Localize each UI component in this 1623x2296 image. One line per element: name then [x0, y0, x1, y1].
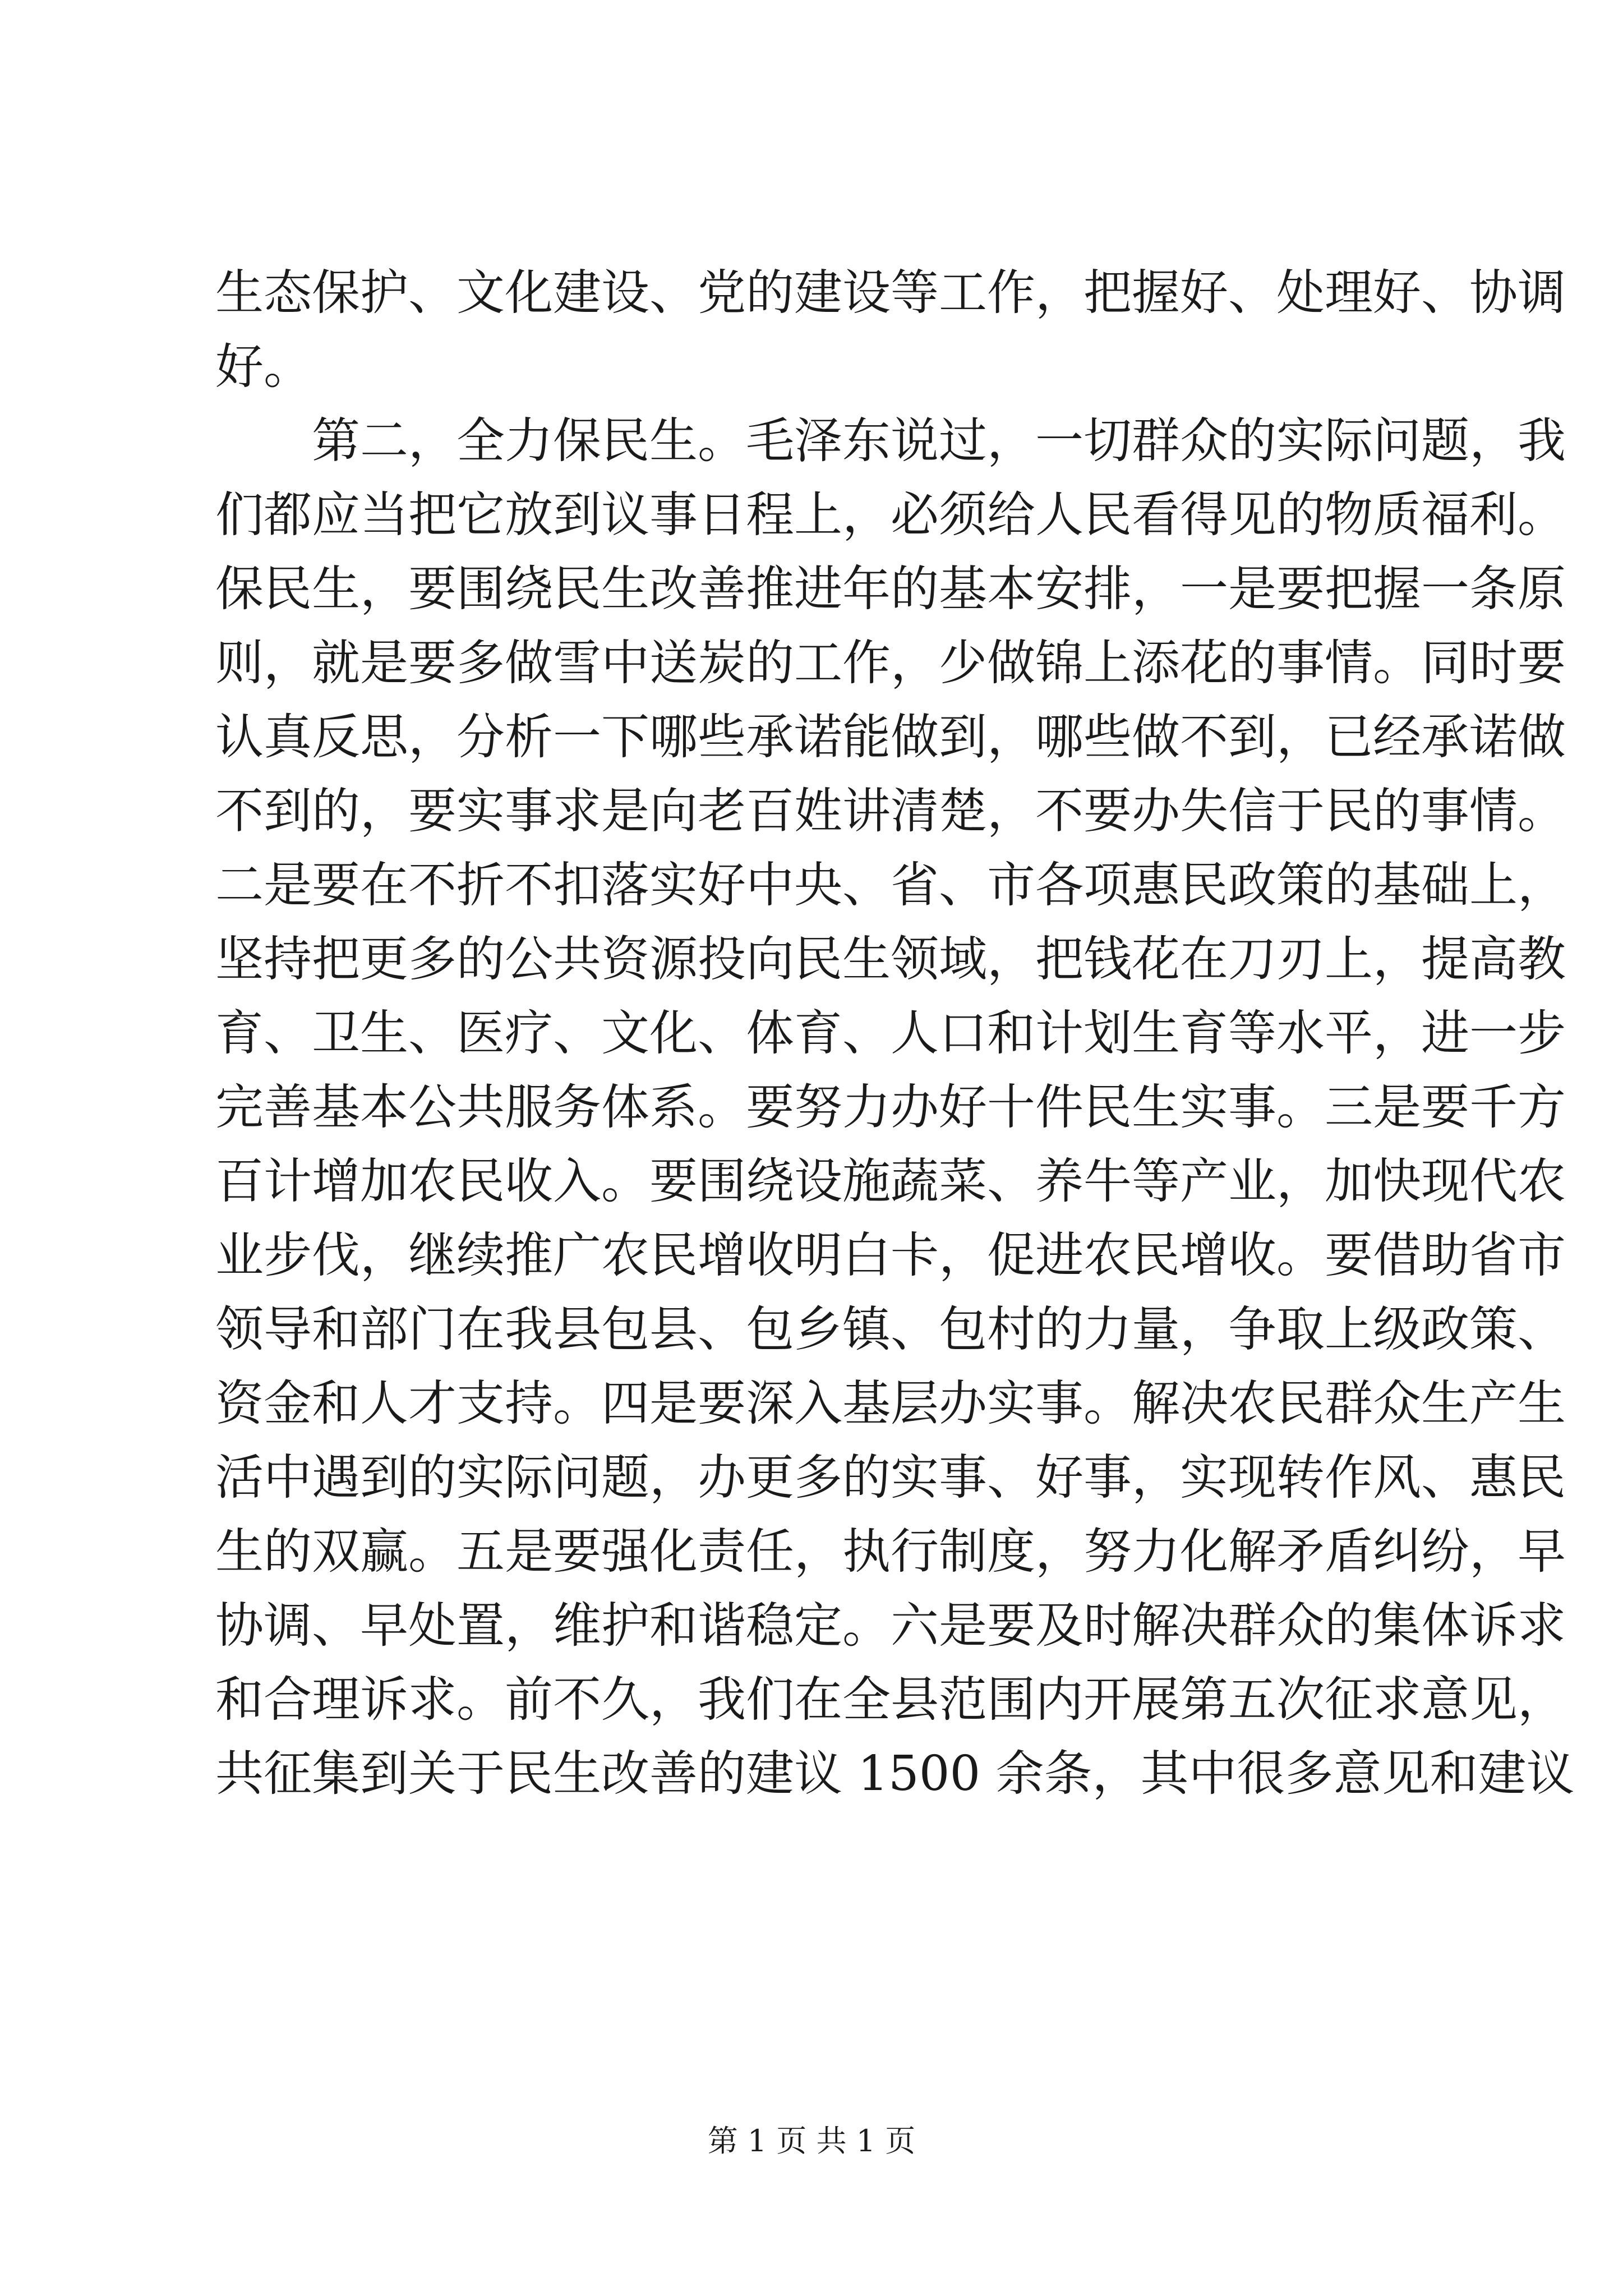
text-line: 第二，全力保民生。毛泽东说过，一切群众的实际问题，我 — [312, 413, 1566, 469]
text-line: 领导和部门在我县包县、包乡镇、包村的力量，争取上级政策、 — [215, 1301, 1566, 1358]
text-line: 二是要在不折不扣落实好中央、省、市各项惠民政策的基础上， — [215, 857, 1566, 913]
text-line: 协调、早处置，维护和谐稳定。六是要及时解决群众的集体诉求 — [215, 1598, 1566, 1654]
page-number-label: 第 1 页 共 1 页 — [707, 2123, 916, 2159]
text-line: 百计增加农民收入。要围绕设施蔬菜、养牛等产业，加快现代农 — [215, 1153, 1566, 1209]
document-body — [215, 256, 1575, 1811]
text-line: 保民生，要围绕民生改善推进年的基本安排，一是要把握一条原 — [215, 561, 1566, 617]
text-line: 认真反思，分析一下哪些承诺能做到，哪些做不到，已经承诺做 — [215, 709, 1566, 765]
page-footer — [0, 2122, 1623, 2161]
text-line: 和合理诉求。前不久，我们在全县范围内开展第五次征求意见， — [215, 1672, 1566, 1728]
text-line: 好。 — [215, 339, 312, 395]
text-line: 坚持把更多的公共资源投向民生领域，把钱花在刀刃上，提高教 — [215, 931, 1566, 987]
text-line: 们都应当把它放到议事日程上，必须给人民看得见的物质福利。 — [215, 487, 1566, 543]
paragraph-2 — [215, 404, 1575, 1811]
text-line: 共征集到关于民生改善的建议 1500 余条，其中很多意见和建议 — [215, 1746, 1575, 1802]
paragraph-1 — [215, 256, 1566, 404]
text-line: 生态保护、文化建设、党的建设等工作，把握好、处理好、协调 — [215, 265, 1566, 321]
text-line: 则，就是要多做雪中送炭的工作，少做锦上添花的事情。同时要 — [215, 635, 1566, 691]
text-line: 资金和人才支持。四是要深入基层办实事。解决农民群众生产生 — [215, 1375, 1566, 1432]
text-line: 活中遇到的实际问题，办更多的实事、好事，实现转作风、惠民 — [215, 1450, 1566, 1506]
text-line: 生的双赢。五是要强化责任，执行制度，努力化解矛盾纠纷，早 — [215, 1524, 1566, 1580]
text-line: 业步伐，继续推广农民增收明白卡，促进农民增收。要借助省市 — [215, 1227, 1566, 1283]
text-line: 不到的，要实事求是向老百姓讲清楚，不要办失信于民的事情。 — [215, 783, 1566, 839]
text-line: 育、卫生、医疗、文化、体育、人口和计划生育等水平，进一步 — [215, 1005, 1566, 1061]
text-line: 完善基本公共服务体系。要努力办好十件民生实事。三是要千方 — [215, 1079, 1566, 1135]
